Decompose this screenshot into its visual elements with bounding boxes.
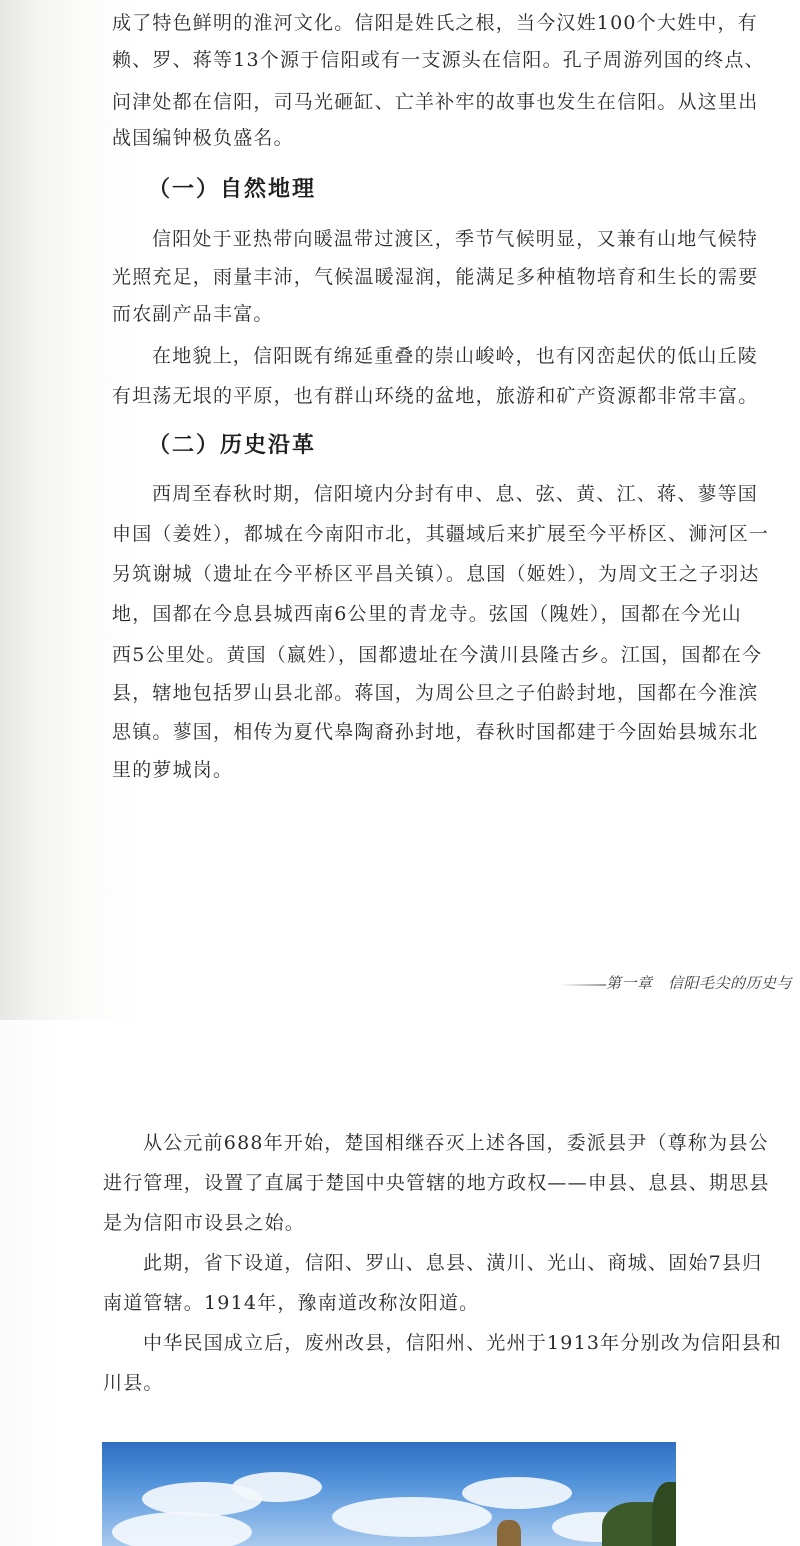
intro-line: 战国编钟极负盛名。 [112, 127, 294, 149]
paragraph-line: 另筑谢城（遗址在今平桥区平昌关镇）。息国（姬姓），为周文王之子羽达 [112, 563, 760, 585]
paragraph-line: 里的萝城岗。 [112, 759, 234, 781]
section-heading-history: （二）历史沿革 [148, 433, 317, 458]
running-header [0, 972, 800, 998]
paragraph-line: 南道管辖。1914年，豫南道改称汝阳道。 [103, 1292, 480, 1314]
intro-line: 成了特色鲜明的淮河文化。信阳是姓氏之根，当今汉姓100个大姓中，有 [112, 12, 758, 34]
paragraph-line: 思镇。蓼国，相传为夏代皋陶裔孙封地，春秋时国都建于今固始县城东北 [112, 721, 759, 743]
paragraph-line: 从公元前688年开始，楚国相继吞灭上述各国，委派县尹（尊称为县公 [143, 1132, 769, 1154]
paragraph-line: 西5公里处。黄国（嬴姓），国都遗址在今潢川县隆古乡。江国，国都在今 [112, 644, 763, 666]
paragraph-line: 而农副产品丰富。 [112, 303, 274, 325]
paragraph-line: 是为信阳市设县之始。 [103, 1212, 306, 1234]
paragraph-line: 县，辖地包括罗山县北部。蒋国，为周公旦之子伯龄封地，国都在今淮滨 [112, 682, 759, 704]
paragraph-line: 有坦荡无垠的平原，也有群山环绕的盆地，旅游和矿产资源都非常丰富。 [112, 385, 759, 407]
intro-line: 问津处都在信阳，司马光砸缸、亡羊补牢的故事也发生在信阳。从这里出 [112, 91, 759, 113]
paragraph-line: 申国（姜姓），都城在今南阳市北，其疆域后来扩展至今平桥区、浉河区一 [112, 523, 770, 545]
paragraph-line: 光照充足，雨量丰沛，气候温暖湿润，能满足多种植物培育和生长的需要 [112, 266, 759, 288]
paragraph-line: 川县。 [103, 1372, 164, 1394]
chapter-title: 第一章 信阳毛尖的历史与 [606, 974, 793, 992]
paragraph-line: 信阳处于亚热带向暖温带过渡区，季节气候明显，又兼有山地气候特 [152, 228, 759, 250]
paragraph-line: 在地貌上，信阳既有绵延重叠的崇山峻岭，也有冈峦起伏的低山丘陵 [152, 345, 759, 367]
paragraph-line: 中华民国成立后，废州改县，信阳州、光州于1913年分别改为信阳县和 [143, 1332, 782, 1354]
intro-line: 赖、罗、蒋等13个源于信阳或有一支源头在信阳。孔子周游列国的终点、 [112, 49, 765, 71]
paragraph-line: 进行管理，设置了直属于楚国中央管辖的地方政权——申县、息县、期思县 [103, 1172, 770, 1194]
paragraph-line: 地，国都在今息县城西南6公里的青龙寺。弦国（隗姓），国都在今光山 [112, 603, 742, 625]
landscape-photo [102, 1442, 676, 1546]
header-rule [560, 984, 606, 986]
paragraph-line: 西周至春秋时期，信阳境内分封有申、息、弦、黄、江、蒋、蓼等国 [152, 483, 759, 505]
paragraph-line: 此期，省下设道，信阳、罗山、息县、潢川、光山、商城、固始7县归 [143, 1252, 763, 1274]
section-heading-natural-geography: （一）自然地理 [148, 177, 317, 202]
